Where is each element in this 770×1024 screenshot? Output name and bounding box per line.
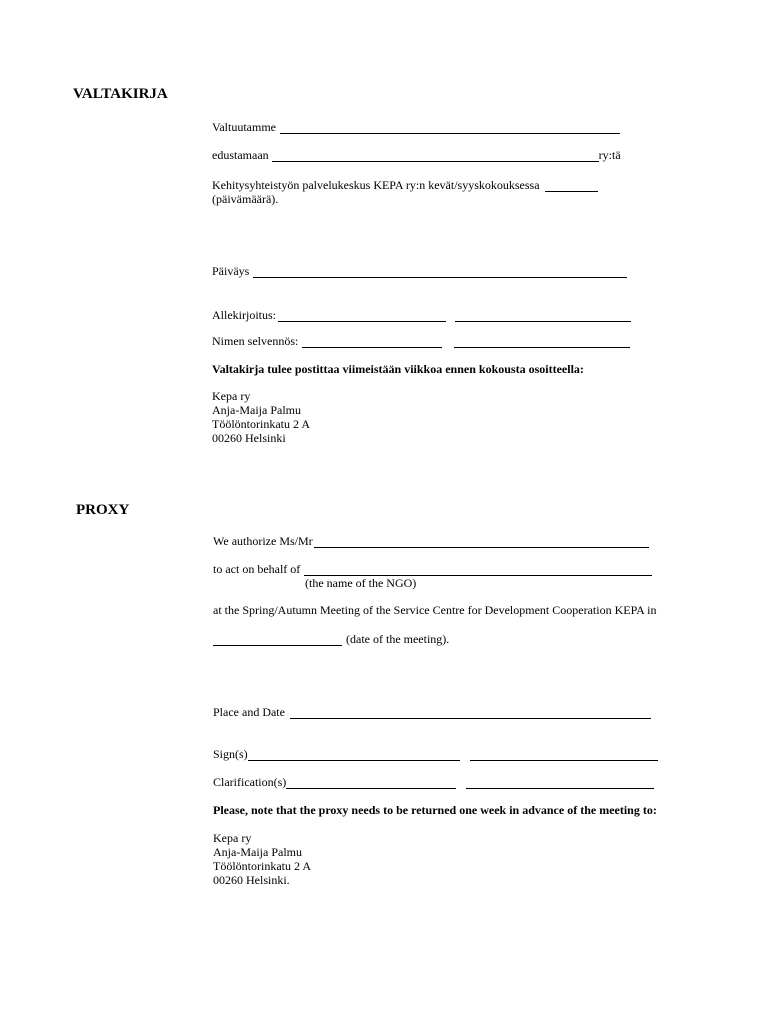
paivays-label: Päiväys [212, 264, 250, 278]
edustamaan-blank[interactable] [272, 150, 599, 162]
signs-blank-1[interactable] [248, 749, 460, 761]
fi-meeting-field [212, 178, 598, 192]
authorize-label: We authorize Ms/Mr [213, 534, 313, 548]
en-meeting-date-field [213, 632, 449, 646]
clarifications-field [213, 775, 654, 789]
behalf-field [213, 562, 652, 576]
behalf-blank[interactable] [304, 564, 652, 576]
authorize-blank[interactable] [314, 536, 649, 548]
ngo-name-caption: (the name of the NGO) [305, 576, 417, 590]
en-address-line: Töölöntorinkatu 2 A [213, 859, 311, 873]
heading-proxy: PROXY [76, 502, 130, 518]
valtuutamme-field [212, 120, 620, 134]
en-meeting-label: at the Spring/Autumn Meeting of the Service Centre for Development Cooperation KEPA in [213, 603, 657, 617]
place-date-label: Place and Date [213, 705, 285, 719]
valtuutamme-label: Valtuutamme [212, 120, 276, 134]
en-meeting-date-blank[interactable] [213, 634, 342, 646]
clarifications-blank-2[interactable] [466, 777, 654, 789]
en-address-line: Kepa ry [213, 831, 252, 845]
en-address-line: 00260 Helsinki. [213, 873, 290, 887]
signs-blank-2[interactable] [470, 749, 658, 761]
clarifications-label: Clarification(s) [213, 775, 287, 789]
valtuutamme-blank[interactable] [280, 122, 620, 134]
paivays-blank[interactable] [253, 266, 627, 278]
allekirjoitus-blank-1[interactable] [278, 310, 446, 322]
nimen-selvennos-field [212, 334, 630, 348]
clarifications-blank-1[interactable] [286, 777, 456, 789]
fi-address-line: 00260 Helsinki [212, 431, 286, 445]
place-date-blank[interactable] [290, 707, 651, 719]
signs-label: Sign(s) [213, 747, 248, 761]
en-address-line: Anja-Maija Palmu [213, 845, 302, 859]
nimen-selvennos-blank-1[interactable] [302, 336, 442, 348]
allekirjoitus-label: Allekirjoitus: [212, 308, 276, 322]
en-address [213, 831, 311, 887]
ryta-label: ry:tä [598, 148, 621, 162]
fi-meeting-blank[interactable] [545, 180, 598, 192]
paivays-field [212, 264, 627, 278]
authorize-field [213, 534, 649, 548]
place-date-field [213, 705, 651, 719]
fi-meeting-date-label: (päivämäärä). [212, 192, 279, 206]
nimen-selvennos-label: Nimen selvennös: [212, 334, 299, 348]
en-meeting-date-label: (date of the meeting). [346, 632, 450, 646]
behalf-label: to act on behalf of [213, 562, 301, 576]
fi-address [212, 389, 310, 445]
fi-address-line: Anja-Maija Palmu [212, 403, 301, 417]
allekirjoitus-field [212, 308, 631, 322]
nimen-selvennos-blank-2[interactable] [454, 336, 630, 348]
fi-meeting-label: Kehitysyhteistyön palvelukeskus KEPA ry:n kevät/syyskokouksessa [212, 178, 540, 192]
fi-address-line: Töölöntorinkatu 2 A [212, 417, 310, 431]
allekirjoitus-blank-2[interactable] [455, 310, 631, 322]
fi-address-line: Kepa ry [212, 389, 251, 403]
fi-notice: Valtakirja tulee postittaa viimeistään viikkoa ennen kokousta osoitteella: [212, 362, 584, 376]
signs-field [213, 747, 658, 761]
edustamaan-field [212, 148, 621, 162]
en-notice: Please, note that the proxy needs to be returned one week in advance of the meeting to: [213, 803, 657, 817]
heading-valtakirja: VALTAKIRJA [73, 86, 168, 102]
edustamaan-label: edustamaan [212, 148, 269, 162]
